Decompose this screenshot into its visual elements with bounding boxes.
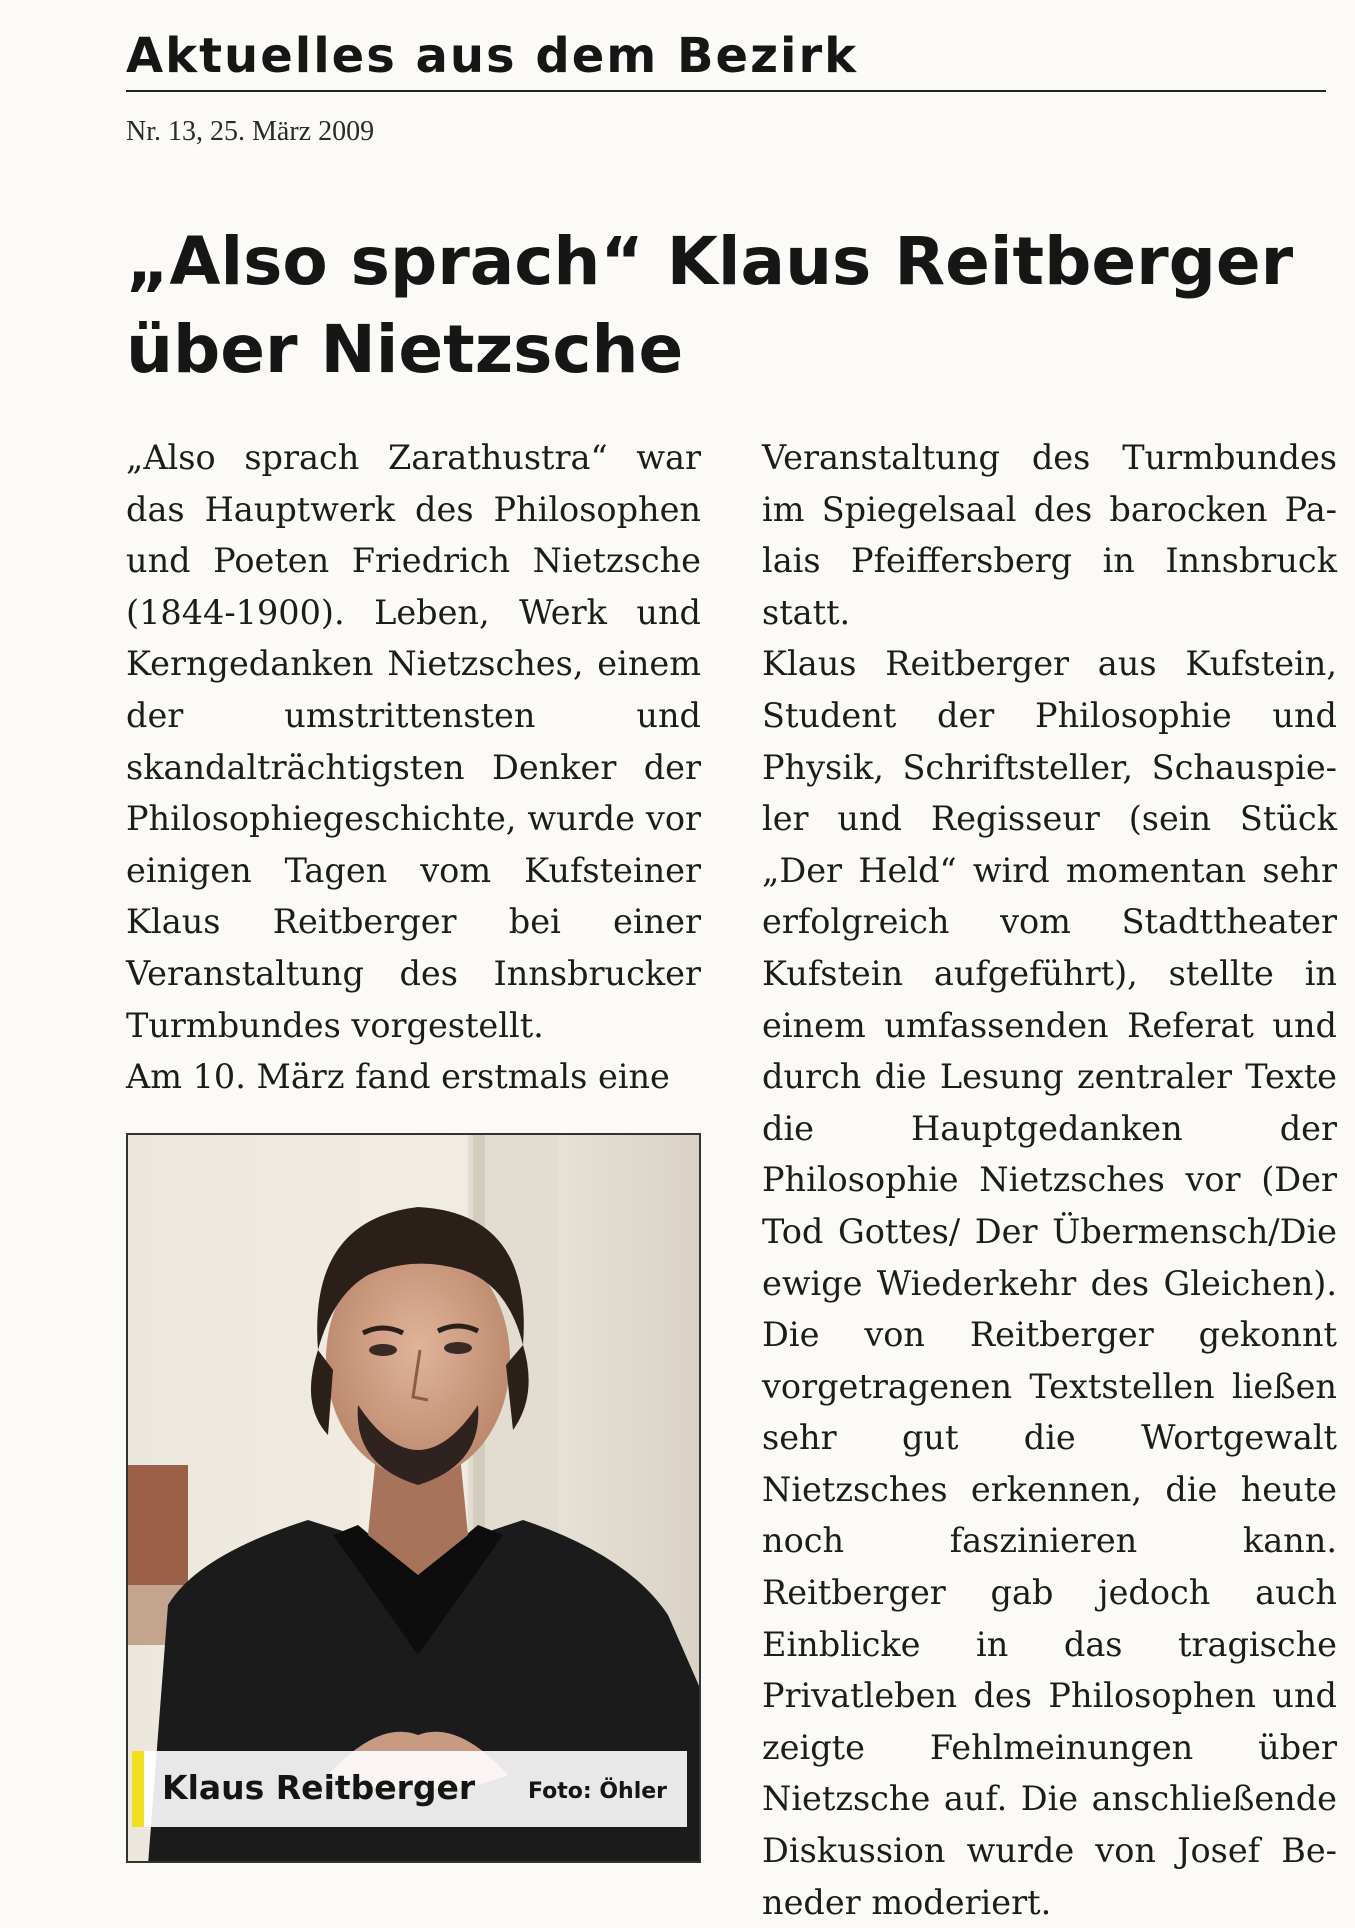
paragraph: „Also sprach Zarathustra“ war das Hauptwerk des Philosophen und Poeten Friedrich Nietzsche (1844-1900). Leben, Werk und Kerngedanken Nietzsches, einem der umstrittensten und skandalträchtigsten Denker der Philosophiegeschichte, wurde vor einigen Tagen vom Kufsteiner Klaus Reitberger bei einer Veranstaltung des Innsbrucker Turmbundes vorgestellt. [126,438,701,1045]
caption-accent-stripe [132,1751,144,1827]
photo-caption-name: Klaus Reitberger [162,1768,476,1807]
article-photo [126,1133,701,1863]
article-column-left [126,432,701,1103]
issue-line: Nr. 13, 25. März 2009 [126,116,375,147]
photo-credit: Foto: Öhler [527,1779,667,1804]
masthead-rule [126,90,1326,92]
paragraph: Veranstaltung des Turmbundes im Spiegelsaal des barocken Palais Pfeiffersberg in Innsbruck statt. [762,438,1337,632]
photo-caption-bar [132,1751,687,1827]
article-headline: „Also sprach“ Klaus Reitberger über Nietzsche [126,223,1294,388]
paragraph: Klaus Reitberger aus Kufstein, Student der Philosophie und Physik, Schriftsteller, Schauspieler und Regisseur (sein Stück „Der Held“ wird momentan sehr erfolgreich vom Stadttheater Kufstein aufgeführt), stellte in einem umfassenden Referat und durch die Lesung zentraler Texte die Hauptgedanken der Philosophie Nietzsches vor (Der Tod Gottes/ Der Übermensch/Die ewige Wiederkehr des Gleichen). Die von Reitberger gekonnt vorgetragenen Textstellen ließen sehr gut die Wortgewalt Nietzsches erkennen, die heute noch faszinieren kann. Reitberger gab jedoch auch Einblicke in das tragische Privatleben des Philosophen und zeigte Fehlmeinungen über Nietzsche auf. Die anschließende Diskussion wurde von Josef Beneder moderiert. [762,644,1337,1922]
paragraph: Am 10. März fand erstmals eine [126,1057,670,1097]
article-column-right [762,432,1337,1928]
masthead-title: Aktuelles aus dem Bezirk [126,28,859,84]
